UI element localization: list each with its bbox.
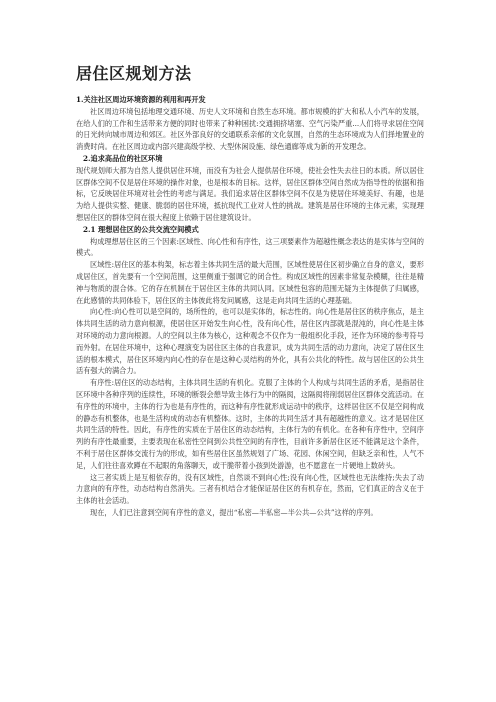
section-2-heading: 2.追求高品位的社区环境 bbox=[83, 153, 163, 163]
section-1-heading: 1.关注社区周边环境资源的利用和再开发 bbox=[76, 95, 206, 104]
section-2-1-heading: 2.1 理想居住区的公共交流空间模式 bbox=[83, 224, 199, 234]
section-2-paragraph: 现代规划师大都为自然人提供居住环境，而没有为社会人提供居住环境，使社会性失去往日的本质。所以居住区群体空间不仅是居住环境的操作对象，也是根本的目标。这样，居住区群体空间自然成为指导性的依据和指标，它反映居住环境对社会性的考虑与满足。我们追求居住区群体空间不仅是为使居住环境美好、有趣，也是为给人提供实整、健康、脆弱的居住环境，抵抗现代工业对人性的挑战。建筑是居住环境的主体元素，实现理想居住区的群体空间在很大程度上依赖于居住建筑设计。 bbox=[76, 165, 424, 222]
section-2-1-paragraph-intro: 构成理想居住区的三个因素:区域性、向心性和有序性，这三项要素作为超越性概念表达的是实体与空间的模式。 bbox=[76, 236, 424, 258]
section-2-1-paragraph-centrality: 向心性:向心性可以是空间的，场所性的，也可以是实体的，标志性的。向心性是居住区的秩序焦点，是主体共同生活的动力意向根源，使居住区开始发生向心性，没有向心性，居住区内部就是混沌的，向心性是主体对环境的动力意向根源。人的空间以主体为核心，这种观念不仅作为一般组织化手段，还作为环境的参考符号而外射。在居住环境中，这种心理演变为居住区主体的自我意识，成为共同生活的动力意向，决定了居住区生活的根本模式，居住区环境内向心性的存在是这种心灵结构的外化，具有公共化的特性。故与居住区的公共生活有强大的满合力。 bbox=[76, 307, 424, 376]
section-2-1-paragraph-summary: 这三者实质上是互相依存的，没有区域性，自然谈不到向心性;没有向心性，区域性也无法维持;失去了动力意向的有序性，动态结构自然消失。三者有机结合才能保证居住区的有机存在，然而，它们真正的含义在于主体的社会活动。 bbox=[76, 472, 424, 506]
document-title: 居住区规划方法 bbox=[76, 64, 192, 83]
section-1-paragraph: 社区周边环境包括地理交通环境、历史人文环境和自然生态环境。都市规模的扩大和私人小汽车的发展，在给人们的工作和生活带来方便的同时也带来了种种困扰:交通拥挤堵塞、空气污染严重...人们将寻求居住空间的日光转向城市周边和郊区。社区外部良好的交通联系亲郁的文化氛围，自然的生态环境成为人们择地置业的消费时尚。在社区周边或内部兴建高级学校、大型休闲设施、绿色通廊等成为新的开发理念。 bbox=[76, 106, 424, 152]
section-2-1-paragraph-regionality: 区域性:居住区的基本构架，标志着主体共同生活的最大范围，区域性使居住区初步确立自身的意义，要形成居住区，首先要有一个空间范围，这里侧重于强调它的闭合性。构成区域性的因素非常复杂模糊，往往是精神与物质的混合体。它的存在机制在于居住区主体的共同认同。区域性包容的范围无疑为主体提供了归属感，在此感情的共同体验下，居住区的主体彼此将发问属感，这是走向共同生活的心理基础。 bbox=[76, 260, 424, 305]
section-2-1-paragraph-sequence: 现在，人们已注意到空间有序性的意义，提出“私密—半私密—半公共—公共”这样的序列。 bbox=[90, 507, 378, 517]
section-2-1-paragraph-order: 有序性:居住区的动态结构，主体共同生活的有机化。克服了主体的个人构成与共同生活的矛盾，是指居住区环境中各种序列的连续性，环境的断裂会憩导致主体行为中的隔阂，这隔阂将削弱居住区群体交流活动。在有序性的环境中，主体的行为也是有序性的，而这种有序性就形成运动中的秩序，这样居住区不仅是空间构成的静态有机整体，也是生活构成的动态有机整体。这时，主体的共同生活才具有超越性的意义。这才是居住区共同生活的特性。因此，有序性的实质在于居住区的动态结构，主体行为的有机化。在各种有序性中，空间序列的有序性最重要，主要表现在私密性空间到公共性空间的有序性，目前许多新居住区还不能满足这个条件，不利于居住区群体交流行为的形成，如有些居住区虽然规划了广场、花园、休闲空间，但缺乏亲和性，人气不足，人们往往喜欢蹲在不起眼的角落聊天，或干脆带着小孩到处游游，也不愿意在一片硬地上数砖头。 bbox=[76, 378, 424, 470]
document-page bbox=[76, 64, 424, 519]
